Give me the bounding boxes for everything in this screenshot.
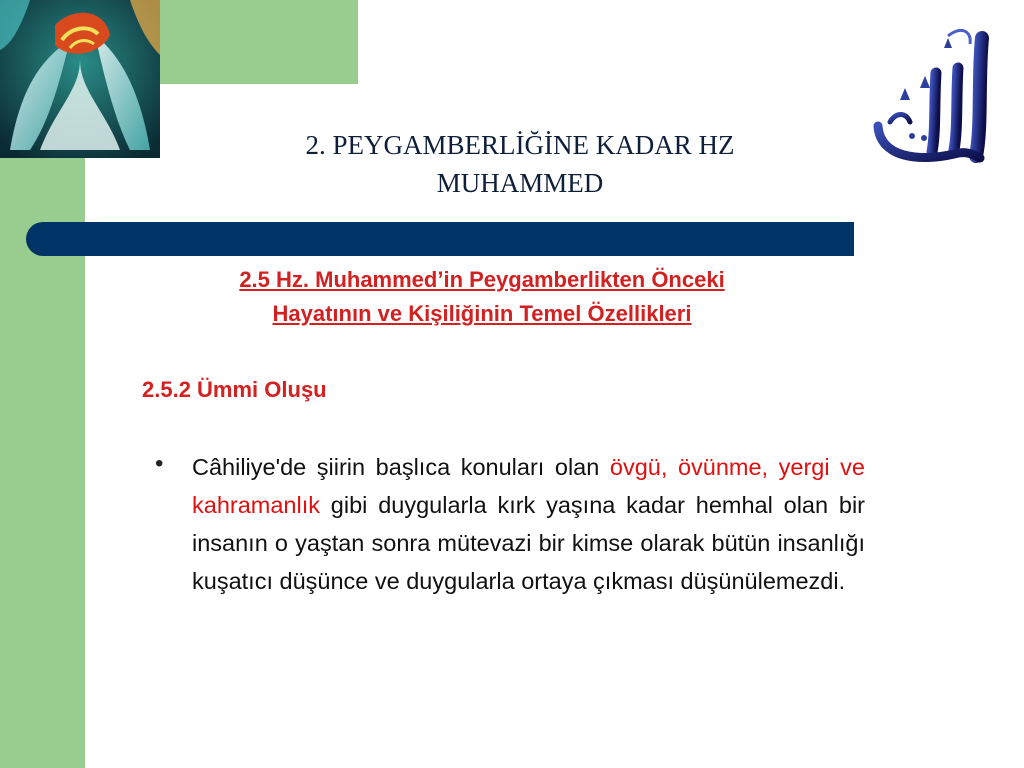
section-heading: [132, 263, 832, 331]
bullet-marker: •: [155, 450, 164, 477]
allah-calligraphy-icon: [860, 18, 1000, 168]
section-heading-line-2: Hayatının ve Kişiliğinin Temel Özellikleri: [272, 301, 692, 326]
subheading: 2.5.2 Ümmi Oluşu: [142, 377, 327, 402]
bullet-text: [192, 448, 865, 600]
decorative-calligraphy-art-icon: [0, 0, 160, 158]
slide-title-line-2: MUHAMMED: [436, 168, 604, 198]
bullet-text-part-2: gibi duygularla kırk yaşına kadar hemhal olan bir insanın o yaştan sonra mütevazi bir kimse olarak bütün insanlığı kuşatıcı düşünce ve duygularla ortaya çıkması düşünülemezdi.: [192, 492, 865, 594]
bullet-text-highlight: övgü, övünme, yergi ve kahramanlık: [192, 454, 865, 518]
section-heading-line-1: 2.5 Hz. Muhammed’in Peygamberlikten Önceki: [239, 267, 725, 292]
slide-title-line-1: 2. PEYGAMBERLİĞİNE KADAR HZ: [305, 130, 735, 160]
title-divider-bar: [26, 222, 854, 256]
slide-title: [160, 126, 880, 202]
bullet-text-part-1: Câhiliye'de şiirin başlıca konuları olan: [192, 454, 610, 480]
